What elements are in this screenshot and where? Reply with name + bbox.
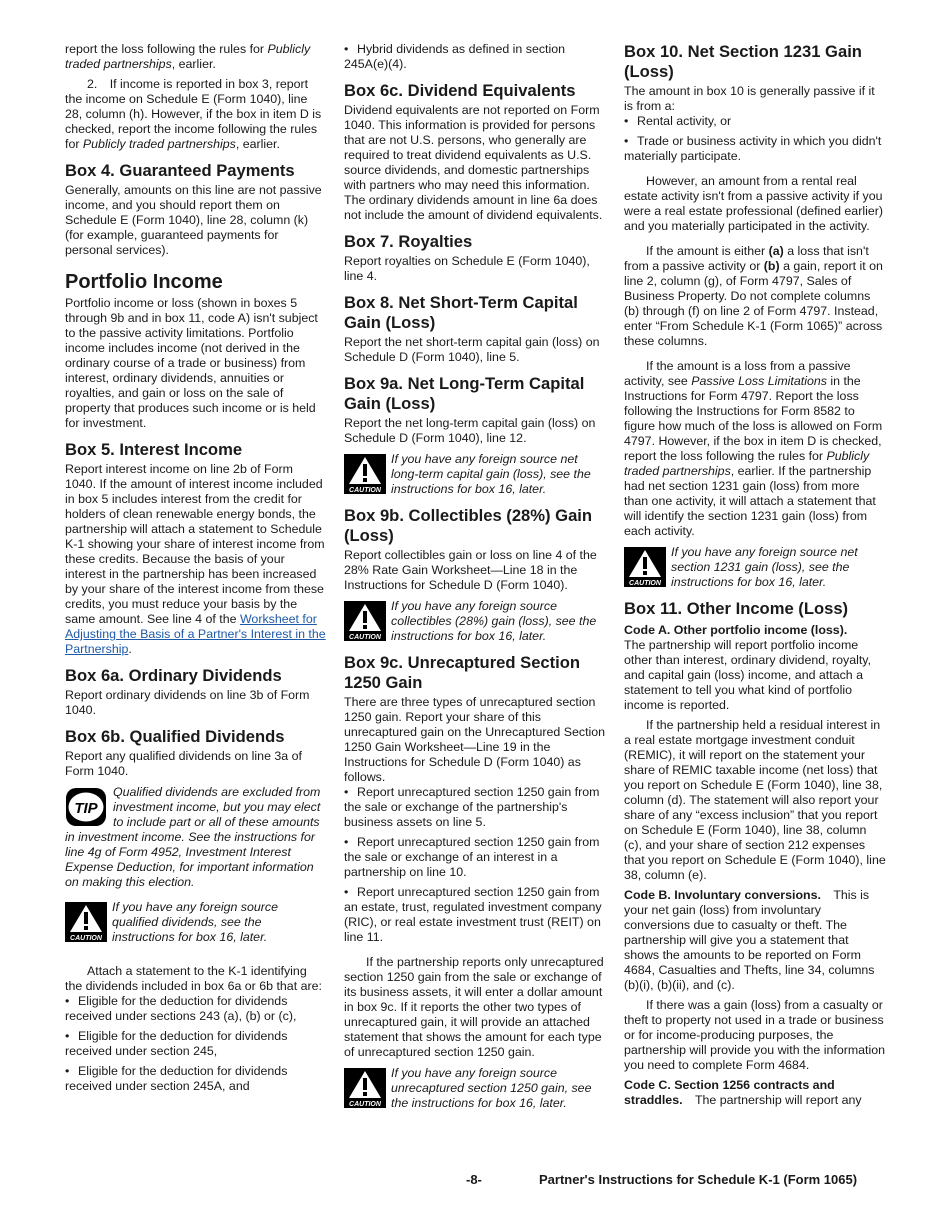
caution-note: CAUTION If you have any foreign source unrecaptured section 1250 gain, see the instructions for box 16, later. xyxy=(344,1066,606,1111)
caution-label: CAUTION xyxy=(70,935,102,942)
paragraph: Report interest income on line 2b of Form 1040. If the amount of interest income included in box 5 includes interest from the credit for holders of clean renewable energy bonds, the partnership will attach a statement to Schedule K-1 showing your share of interest income from these credits. Because the basis of your interest in the partnership has been increased by your share of the interest income from these credits, you must reduce your basis by the same amount. See line 4 of the Worksheet for Adjusting the Basis of a Partner's Interest in the Partnership. xyxy=(65,462,326,656)
heading-box-9a: Box 9a. Net Long-Term Capital Gain (Loss) xyxy=(344,374,585,413)
paragraph: However, an amount from a rental real estate activity isn't from a passive activity if you were a real estate professional (defined earlier) and you materially participated in the activity. xyxy=(624,174,883,233)
heading-box-6b: Box 6b. Qualified Dividends xyxy=(65,727,285,746)
page-number: -8- xyxy=(466,1172,482,1187)
heading-box-9b: Box 9b. Collectibles (28%) Gain (Loss) xyxy=(344,506,593,545)
caution-note: CAUTION If you have any foreign source qualified dividends, see the instructions for box 16, later. xyxy=(65,900,327,945)
paragraph: Dividend equivalents are not reported on Form 1040. This information is provided for persons that are not U.S. persons, who generally are required to treat dividend equivalents as U.S. source dividends, and domestic partnerships with partners who may need this information. The ordinary dividends amount in line 6a does not include the amount of dividend equivalents. xyxy=(344,103,603,222)
paragraph: There are three types of unrecaptured section 1250 gain. Report your share of this unrecaptured gain on the Unrecaptured Section 1250 Gain Worksheet—Line 19 in the Instructions for Schedule D (Form 1040) as follows. xyxy=(344,695,606,784)
caution-note: CAUTION If you have any foreign source net section 1231 gain (loss), see the instructions for box 16, later. xyxy=(624,545,886,590)
tip-icon xyxy=(65,787,107,827)
list-item: • Report unrecaptured section 1250 gain from an estate, trust, regulated investment company (RIC), or real estate investment trust (REIT) on line 11. xyxy=(344,885,602,944)
footer-title: Partner's Instructions for Schedule K-1 (Form 1065) xyxy=(539,1172,858,1187)
caution-label: CAUTION xyxy=(349,1101,381,1108)
list-item: • Report unrecaptured section 1250 gain from the sale or exchange of an interest in a partnership on line 10. xyxy=(344,835,600,879)
paragraph: Report collectibles gain or loss on line 4 of the 28% Rate Gain Worksheet—Line 18 in the Instructions for Schedule D (Form 1040). xyxy=(344,548,597,592)
list-item: • Hybrid dividends as defined in section 245A(e)(4). xyxy=(344,42,566,71)
paragraph: Report the net short-term capital gain (loss) on Schedule D (Form 1040), line 5. xyxy=(344,335,600,364)
caution-icon xyxy=(344,601,386,644)
paragraph: 2. If income is reported in box 3, report the income on Schedule E (Form 1040), line 28, column (h). However, if the box in item D is checked, report the income following the rules for Publicly traded partnerships, earlier. xyxy=(65,77,322,151)
caution-icon xyxy=(344,1068,386,1111)
heading-box-8: Box 8. Net Short-Term Capital Gain (Loss) xyxy=(344,293,578,332)
paragraph: Report ordinary dividends on line 3b of Form 1040. xyxy=(65,688,310,717)
paragraph: Code C. Section 1256 contracts and straddles. The partnership will report any xyxy=(624,1078,862,1107)
tip-note: TIP Qualified dividends are excluded from investment income, but you may elect to include part or all of these amounts in investment income. See the instructions for line 4g of Form 4952, Investment Interest Expense Deduction, for important information on making this election. xyxy=(65,785,321,889)
paragraph: If the amount is a loss from a passive activity, see Passive Loss Limitations in the Instructions for Form 4797. Report the loss following the Instructions for Form 8582 to figure how much of the loss is allowed on Form 4797. However, if the box in item D is checked, report the loss following the rules for Publicly traded partnerships, earlier. If the partnership had net section 1231 gain (loss) from more than one activity, it will attach a statement that will identify the section 1231 gain (loss) from each activity. xyxy=(624,359,883,538)
heading-box-6c: Box 6c. Dividend Equivalents xyxy=(344,81,576,100)
paragraph: report the loss following the rules for Publicly traded partnerships, earlier. xyxy=(65,42,311,71)
list-item: • Trade or business activity in which you didn't materially participate. xyxy=(624,134,882,163)
heading-portfolio-income: Portfolio Income xyxy=(65,271,223,293)
paragraph: Code A. Other portfolio income (loss). The partnership will report portfolio income other than interest, ordinary dividend, royalty, and capital gain (loss) income, and attach a statement to tell you what kind of portfolio income is reported. xyxy=(624,623,872,712)
paragraph: If the amount is either (a) a loss that isn't from a passive activity or (b) a gain, report it on line 2, column (g), of Form 4797, Sales of Business Property. Do not complete columns (b) through (f) on line 2 of Form 4797. Instead, enter “From Schedule K-1 (Form 1065)” across these columns. xyxy=(624,244,883,348)
paragraph: If there was a gain (loss) from a casualty or theft to property not used in a trade or business or for income-producing purposes, the partnership will provide you with the information you need to complete Form 4684. xyxy=(624,998,886,1072)
heading-box-11: Box 11. Other Income (Loss) xyxy=(624,599,849,618)
paragraph: Attach a statement to the K-1 identifying the dividends included in box 6a or 6b that are: xyxy=(65,964,322,993)
caution-icon xyxy=(65,902,107,945)
worksheet-link[interactable]: Worksheet for Adjusting the Basis of a Partner's Interest in the Partnership xyxy=(65,612,326,656)
caution-label: CAUTION xyxy=(629,580,661,587)
heading-box-9c: Box 9c. Unrecaptured Section 1250 Gain xyxy=(344,653,581,692)
list-item: • Eligible for the deduction for dividends received under section 245A, and xyxy=(65,1064,288,1093)
paragraph: Portfolio income or loss (shown in boxes 5 through 9b and in box 11, code A) isn't subject to the passive activity limitations. Portfolio income includes income (not derived in the ordinary course of a trade or business) from interest, ordinary dividends, annuities or royalties, and gain or loss on the sale of property that produces such income or is held for investment. xyxy=(65,296,318,430)
column-1 xyxy=(65,40,327,1099)
caution-icon xyxy=(344,454,386,497)
list-item: • Eligible for the deduction for dividends received under section 245, xyxy=(65,1029,288,1058)
paragraph: Generally, amounts on this line are not passive income, and you should report them on Schedule E (Form 1040), line 28, column (k) (for example, guaranteed payments for personal services). xyxy=(65,183,322,257)
heading-box-5: Box 5. Interest Income xyxy=(65,440,243,459)
caution-note: CAUTION If you have any foreign source net long-term capital gain (loss), see the instructions for box 16, later. xyxy=(344,452,606,497)
caution-label: CAUTION xyxy=(349,634,381,641)
paragraph: Report royalties on Schedule E (Form 1040), line 4. xyxy=(344,254,590,283)
paragraph: If the partnership reports only unrecaptured section 1250 gain from the sale or exchange of its business assets, it will enter a dollar amount in box 9c. If it reports the other two types of unrecaptured gain, it will provide an attached statement that shows the amount for each type of unrecaptured section 1250 gain. xyxy=(344,955,604,1059)
paragraph: Report the net long-term capital gain (loss) on Schedule D (Form 1040), line 12. xyxy=(344,416,596,445)
list-item: • Eligible for the deduction for dividends received under sections 243 (a), (b) or (c), xyxy=(65,994,297,1023)
caution-note: CAUTION If you have any foreign source collectibles (28%) gain (loss), see the instructions for box 16, later. xyxy=(344,599,606,644)
paragraph: Report any qualified dividends on line 3a of Form 1040. xyxy=(65,749,302,778)
heading-box-10: Box 10. Net Section 1231 Gain (Loss) xyxy=(624,42,862,81)
caution-label: CAUTION xyxy=(349,487,381,494)
heading-box-4: Box 4. Guaranteed Payments xyxy=(65,161,295,180)
column-2 xyxy=(344,40,606,1120)
caution-icon xyxy=(624,547,666,590)
column-3 xyxy=(624,40,886,1113)
heading-box-7: Box 7. Royalties xyxy=(344,232,473,251)
paragraph: The amount in box 10 is generally passive if it is from a: xyxy=(624,84,875,113)
paragraph: Code B. Involuntary conversions. This is your net gain (loss) from involuntary conversions due to casualty or theft. The partnership will give you a statement that shows the amounts to be reported on Form 4684, Casualties and Thefts, line 34, columns (b)(i), (b)(ii), and (c). xyxy=(624,888,875,992)
paragraph: If the partnership held a residual interest in a real estate mortgage investment conduit (REMIC), it will report on the statement your share of REMIC taxable income (net loss) that you report on Schedule E (Form 1040), line 38, column (d). The statement will also report your share of any “excess inclusion” that you report on Schedule E (Form 1040), line 38, column (c), and your share of section 212 expenses that you report on Schedule E (Form 1040), line 38, column (e). xyxy=(624,718,886,882)
heading-box-6a: Box 6a. Ordinary Dividends xyxy=(65,666,282,685)
list-item: • Report unrecaptured section 1250 gain from the sale or exchange of the partnership's business assets on line 5. xyxy=(344,785,600,829)
tip-icon-label: TIP xyxy=(74,800,98,817)
list-item: • Rental activity, or xyxy=(624,114,732,128)
